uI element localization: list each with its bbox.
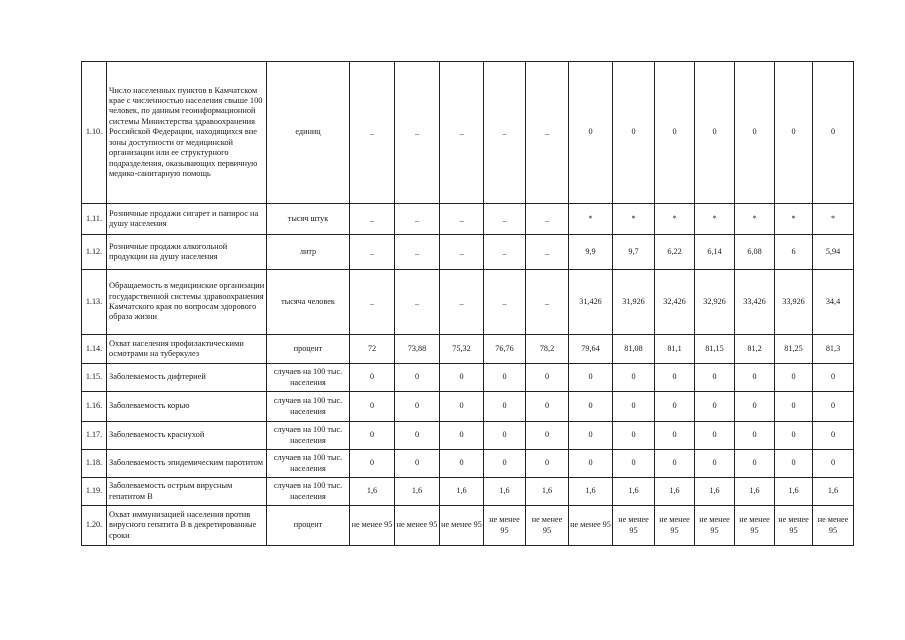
value-cell: 1,6 [395, 478, 440, 506]
value-cell: не менее 95 [695, 506, 735, 546]
value-cell: 32,926 [695, 270, 735, 335]
unit-cell: тысяча человек [267, 270, 350, 335]
value-cell: 1,6 [526, 478, 569, 506]
indicator-name: Заболеваемость дифтерией [107, 364, 267, 392]
value-cell: 1,6 [813, 478, 854, 506]
indicator-name: Розничные продажи сигарет и папирос на душу населения [107, 204, 267, 235]
value-cell: * [735, 204, 775, 235]
value-cell: 0 [350, 364, 395, 392]
value-cell: не менее 95 [655, 506, 695, 546]
value-cell: 5,94 [813, 235, 854, 270]
indicator-name: Обращаемость в медицинские организации государственной системы здравоохранения Камчатского края по вопросам здорового образа жизни [107, 270, 267, 335]
value-cell: 0 [813, 62, 854, 204]
row-number: 1.15. [82, 364, 107, 392]
value-cell: 0 [735, 62, 775, 204]
value-cell: 0 [813, 364, 854, 392]
value-cell: не менее 95 [735, 506, 775, 546]
value-cell: 32,426 [655, 270, 695, 335]
value-cell: 0 [655, 364, 695, 392]
value-cell: _ [526, 62, 569, 204]
indicator-name: Охват населения профилактическими осмотрами на туберкулез [107, 335, 267, 364]
value-cell: * [569, 204, 613, 235]
value-cell: 0 [735, 364, 775, 392]
value-cell: _ [440, 270, 484, 335]
value-cell: 0 [775, 450, 813, 478]
value-cell: 0 [395, 450, 440, 478]
value-cell: _ [350, 204, 395, 235]
value-cell: 0 [484, 364, 526, 392]
value-cell: 0 [440, 450, 484, 478]
value-cell: не менее 95 [526, 506, 569, 546]
value-cell: * [655, 204, 695, 235]
unit-cell: случаев на 100 тыс. населения [267, 478, 350, 506]
value-cell: 76,76 [484, 335, 526, 364]
value-cell: 9,9 [569, 235, 613, 270]
value-cell: не менее 95 [613, 506, 655, 546]
value-cell: _ [350, 270, 395, 335]
value-cell: * [613, 204, 655, 235]
value-cell: 0 [695, 364, 735, 392]
value-cell: 0 [440, 364, 484, 392]
value-cell: 6,08 [735, 235, 775, 270]
indicator-name: Розничные продажи алкогольной продукции на душу населения [107, 235, 267, 270]
unit-cell: случаев на 100 тыс. населения [267, 450, 350, 478]
value-cell: 31,426 [569, 270, 613, 335]
value-cell: 72 [350, 335, 395, 364]
value-cell: 1,6 [440, 478, 484, 506]
value-cell: 0 [350, 392, 395, 422]
value-cell: _ [395, 235, 440, 270]
value-cell: 0 [735, 450, 775, 478]
value-cell: 33,426 [735, 270, 775, 335]
value-cell: 0 [569, 364, 613, 392]
value-cell: * [775, 204, 813, 235]
value-cell: 0 [395, 364, 440, 392]
row-number: 1.12. [82, 235, 107, 270]
value-cell: 0 [350, 450, 395, 478]
value-cell: 0 [440, 392, 484, 422]
value-cell: 0 [775, 364, 813, 392]
value-cell: 1,6 [569, 478, 613, 506]
value-cell: 0 [735, 392, 775, 422]
row-number: 1.19. [82, 478, 107, 506]
value-cell: не менее 95 [813, 506, 854, 546]
value-cell: 0 [613, 392, 655, 422]
value-cell: 0 [613, 364, 655, 392]
table-row [82, 364, 854, 392]
value-cell: 0 [526, 364, 569, 392]
value-cell: 0 [569, 392, 613, 422]
row-number: 1.17. [82, 422, 107, 450]
table-row [82, 335, 854, 364]
table-body [82, 62, 854, 546]
value-cell: 0 [526, 450, 569, 478]
value-cell: 0 [695, 422, 735, 450]
table-row [82, 204, 854, 235]
value-cell: 0 [395, 392, 440, 422]
value-cell: не менее 95 [484, 506, 526, 546]
value-cell: 0 [569, 422, 613, 450]
table-row [82, 506, 854, 546]
value-cell: _ [350, 235, 395, 270]
value-cell: 1,6 [655, 478, 695, 506]
row-number: 1.13. [82, 270, 107, 335]
value-cell: 81,1 [655, 335, 695, 364]
value-cell: _ [395, 270, 440, 335]
indicator-name: Число населенных пунктов в Камчатском крае с численностью населения свыше 100 человек, по данным геоинформационной системы Министерства здравоохранения Российской Федерации, находящихся вне зоны доступности от медицинской организации или ее структурного подразделения, оказывающих первичную медико-санитарную помощь [107, 62, 267, 204]
value-cell: _ [526, 235, 569, 270]
value-cell: 1,6 [484, 478, 526, 506]
value-cell: не менее 95 [569, 506, 613, 546]
row-number: 1.14. [82, 335, 107, 364]
value-cell: 0 [655, 450, 695, 478]
table-row [82, 478, 854, 506]
value-cell: 0 [569, 450, 613, 478]
value-cell: не менее 95 [350, 506, 395, 546]
value-cell: 6 [775, 235, 813, 270]
value-cell: 0 [613, 62, 655, 204]
value-cell: 0 [440, 422, 484, 450]
value-cell: 0 [775, 422, 813, 450]
unit-cell: процент [267, 335, 350, 364]
value-cell: 33,926 [775, 270, 813, 335]
value-cell: 31,926 [613, 270, 655, 335]
value-cell: 81,2 [735, 335, 775, 364]
value-cell: 0 [526, 392, 569, 422]
value-cell: _ [484, 204, 526, 235]
value-cell: _ [440, 204, 484, 235]
value-cell: _ [440, 235, 484, 270]
value-cell: _ [395, 204, 440, 235]
value-cell: 0 [655, 62, 695, 204]
unit-cell: случаев на 100 тыс. населения [267, 422, 350, 450]
value-cell: 0 [569, 62, 613, 204]
value-cell: 79,64 [569, 335, 613, 364]
unit-cell: литр [267, 235, 350, 270]
value-cell: 0 [775, 392, 813, 422]
value-cell: _ [484, 62, 526, 204]
row-number: 1.10. [82, 62, 107, 204]
value-cell: 0 [484, 422, 526, 450]
value-cell: 6,22 [655, 235, 695, 270]
value-cell: _ [395, 62, 440, 204]
value-cell: 0 [484, 392, 526, 422]
indicator-name: Заболеваемость корью [107, 392, 267, 422]
table-row [82, 422, 854, 450]
table-row [82, 235, 854, 270]
value-cell: 0 [613, 450, 655, 478]
unit-cell: единиц [267, 62, 350, 204]
value-cell: 0 [775, 62, 813, 204]
table-row [82, 270, 854, 335]
value-cell: 1,6 [775, 478, 813, 506]
value-cell: _ [484, 270, 526, 335]
value-cell: 0 [395, 422, 440, 450]
value-cell: 0 [655, 422, 695, 450]
indicator-name: Охват иммунизацией населения против вирусного гепатита В в декретированные сроки [107, 506, 267, 546]
value-cell: 75,32 [440, 335, 484, 364]
row-number: 1.18. [82, 450, 107, 478]
value-cell: _ [484, 235, 526, 270]
value-cell: 9,7 [613, 235, 655, 270]
value-cell: 1,6 [735, 478, 775, 506]
value-cell: 81,25 [775, 335, 813, 364]
value-cell: 0 [695, 450, 735, 478]
value-cell: 0 [526, 422, 569, 450]
unit-cell: тысяч штук [267, 204, 350, 235]
value-cell: _ [526, 204, 569, 235]
unit-cell: процент [267, 506, 350, 546]
table-row [82, 62, 854, 204]
value-cell: _ [440, 62, 484, 204]
indicator-name: Заболеваемость эпидемическим паротитом [107, 450, 267, 478]
unit-cell: случаев на 100 тыс. населения [267, 364, 350, 392]
value-cell: 81,3 [813, 335, 854, 364]
value-cell: 0 [613, 422, 655, 450]
value-cell: не менее 95 [440, 506, 484, 546]
value-cell: * [813, 204, 854, 235]
table-row [82, 392, 854, 422]
value-cell: 0 [655, 392, 695, 422]
value-cell: 0 [735, 422, 775, 450]
value-cell: 0 [813, 422, 854, 450]
value-cell: 1,6 [613, 478, 655, 506]
value-cell: 78,2 [526, 335, 569, 364]
indicator-name: Заболеваемость острым вирусным гепатитом В [107, 478, 267, 506]
value-cell: _ [526, 270, 569, 335]
value-cell: 81,08 [613, 335, 655, 364]
row-number: 1.20. [82, 506, 107, 546]
value-cell: 0 [350, 422, 395, 450]
value-cell: 6,14 [695, 235, 735, 270]
table-row [82, 450, 854, 478]
value-cell: не менее 95 [775, 506, 813, 546]
value-cell: 1,6 [350, 478, 395, 506]
row-number: 1.11. [82, 204, 107, 235]
value-cell: 1,6 [695, 478, 735, 506]
value-cell: 0 [813, 450, 854, 478]
value-cell: 0 [813, 392, 854, 422]
value-cell: не менее 95 [395, 506, 440, 546]
indicators-table [81, 61, 854, 546]
value-cell: 0 [695, 62, 735, 204]
value-cell: 81,15 [695, 335, 735, 364]
unit-cell: случаев на 100 тыс. населения [267, 392, 350, 422]
value-cell: 73,88 [395, 335, 440, 364]
indicator-name: Заболеваемость краснухой [107, 422, 267, 450]
value-cell: 0 [695, 392, 735, 422]
row-number: 1.16. [82, 392, 107, 422]
value-cell: _ [350, 62, 395, 204]
value-cell: 34,4 [813, 270, 854, 335]
value-cell: 0 [484, 450, 526, 478]
value-cell: * [695, 204, 735, 235]
